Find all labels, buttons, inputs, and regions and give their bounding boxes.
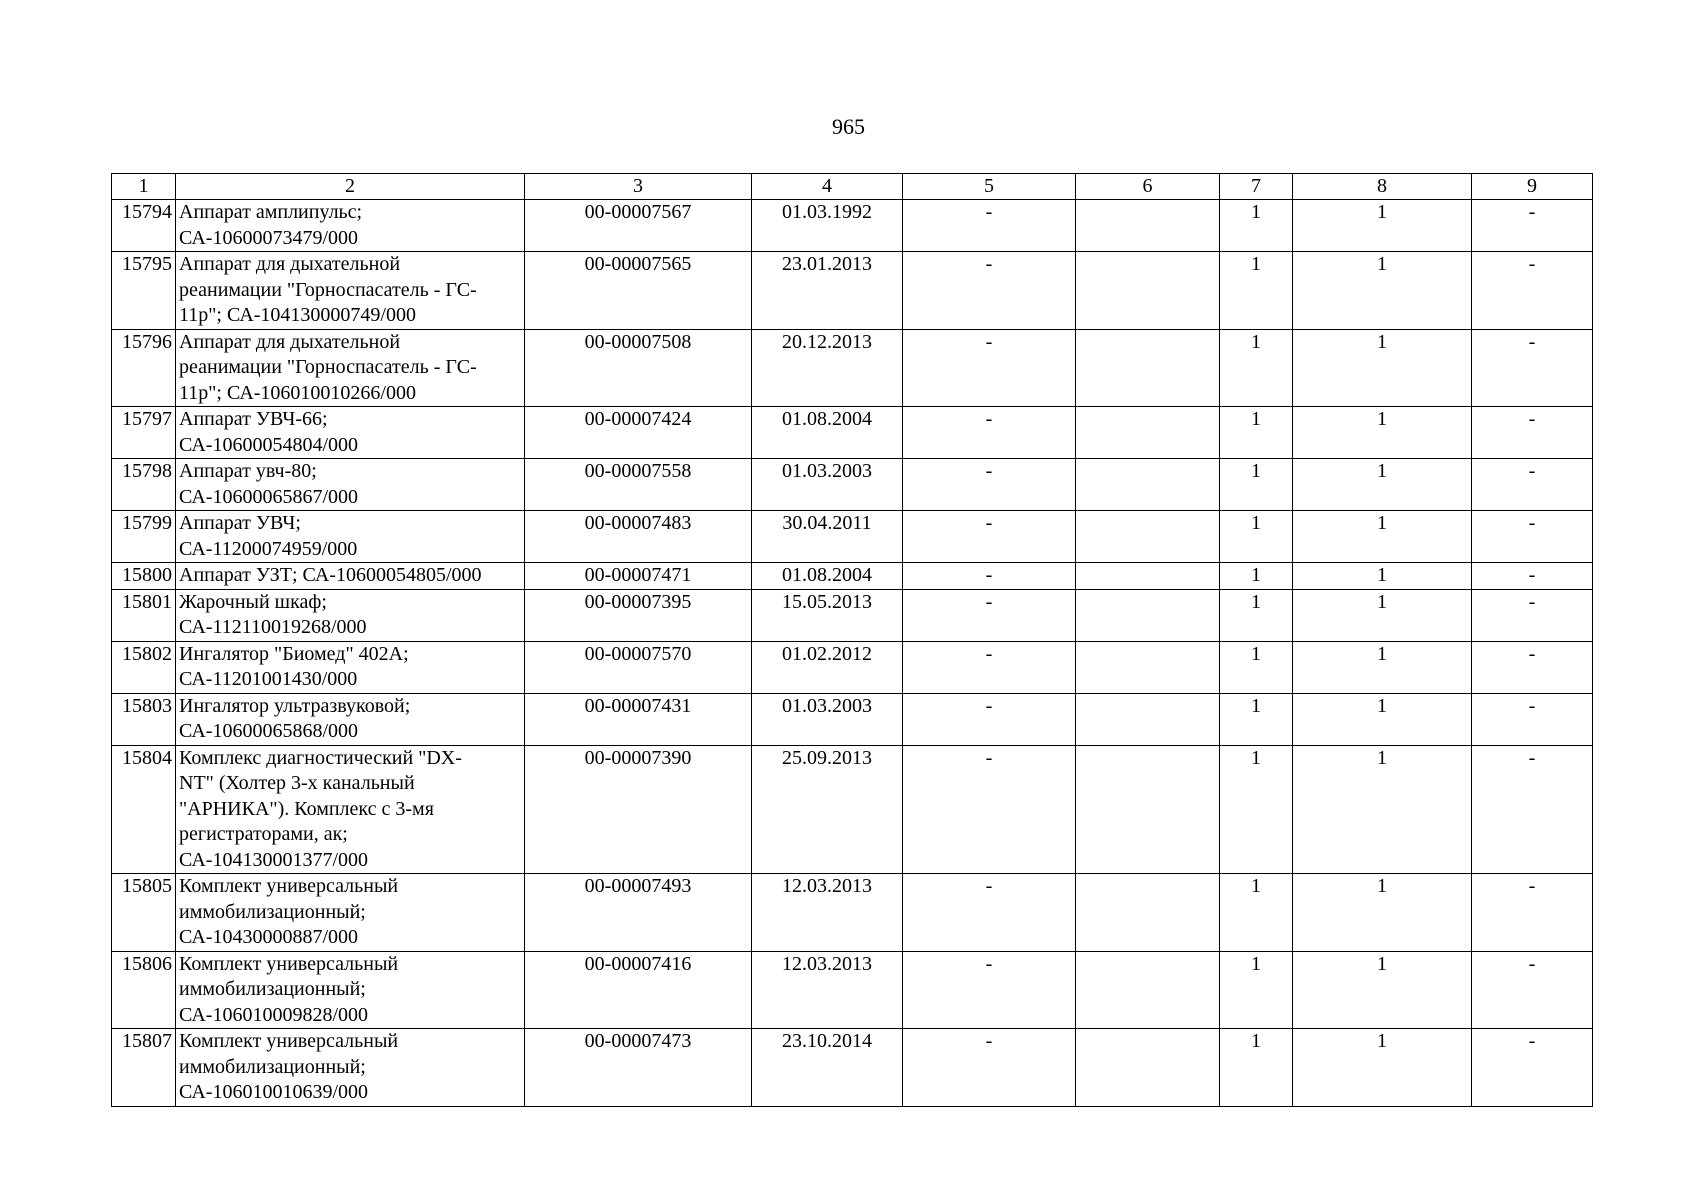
- table-row: [112, 459, 1593, 511]
- col7-cell: 1: [1220, 459, 1293, 511]
- col6-cell: [1076, 252, 1220, 330]
- column-header: 5: [903, 174, 1076, 200]
- inventory-code: 00-00007558: [525, 459, 752, 511]
- table-row: [112, 329, 1593, 407]
- col8-cell: 1: [1293, 693, 1472, 745]
- col5-cell: -: [903, 874, 1076, 952]
- page-number: 965: [832, 114, 865, 139]
- inventory-code: 00-00007473: [525, 1029, 752, 1107]
- date-cell: 01.03.2003: [752, 693, 903, 745]
- table-row: [112, 641, 1593, 693]
- item-name: Комплект универсальный иммобилизационный; СА-10430000887/000: [176, 874, 525, 952]
- col6-cell: [1076, 745, 1220, 874]
- inventory-code: 00-00007565: [525, 252, 752, 330]
- column-header: 6: [1076, 174, 1220, 200]
- date-cell: 01.02.2012: [752, 641, 903, 693]
- col7-cell: 1: [1220, 951, 1293, 1029]
- inventory-code: 00-00007471: [525, 563, 752, 590]
- inventory-code: 00-00007493: [525, 874, 752, 952]
- date-cell: 30.04.2011: [752, 511, 903, 563]
- inventory-code: 00-00007431: [525, 693, 752, 745]
- item-name: Комплекс диагностический "DX- NT" (Холтер 3-х канальный "АРНИКА"). Комплекс с 3-мя регистраторами, ак; СА-104130001377/000: [176, 745, 525, 874]
- inventory-code: 00-00007567: [525, 200, 752, 252]
- col8-cell: 1: [1293, 329, 1472, 407]
- table-row: [112, 951, 1593, 1029]
- col6-cell: [1076, 511, 1220, 563]
- col6-cell: [1076, 641, 1220, 693]
- table-row: [112, 407, 1593, 459]
- item-name: Аппарат увч-80; СА-10600065867/000: [176, 459, 525, 511]
- col9-cell: -: [1472, 459, 1593, 511]
- col5-cell: -: [903, 951, 1076, 1029]
- col9-cell: -: [1472, 511, 1593, 563]
- header-row: [112, 174, 1593, 200]
- col8-cell: 1: [1293, 641, 1472, 693]
- col8-cell: 1: [1293, 459, 1472, 511]
- col5-cell: -: [903, 200, 1076, 252]
- inventory-table: [111, 173, 1593, 1107]
- table-row: [112, 200, 1593, 252]
- date-cell: 01.08.2004: [752, 563, 903, 590]
- row-number: 15795: [112, 252, 176, 330]
- item-name: Аппарат УЗТ; СА-10600054805/000: [176, 563, 525, 590]
- item-name: Аппарат для дыхательной реанимации "Горноспасатель - ГС- 11р"; СА-104130000749/000: [176, 252, 525, 330]
- row-number: 15797: [112, 407, 176, 459]
- table-row: [112, 874, 1593, 952]
- table-row: [112, 589, 1593, 641]
- table-row: [112, 693, 1593, 745]
- col6-cell: [1076, 459, 1220, 511]
- col9-cell: -: [1472, 589, 1593, 641]
- row-number: 15799: [112, 511, 176, 563]
- inventory-code: 00-00007570: [525, 641, 752, 693]
- date-cell: 12.03.2013: [752, 951, 903, 1029]
- col9-cell: -: [1472, 329, 1593, 407]
- table-body: [112, 200, 1593, 1107]
- date-cell: 12.03.2013: [752, 874, 903, 952]
- col5-cell: -: [903, 407, 1076, 459]
- col5-cell: -: [903, 329, 1076, 407]
- col5-cell: -: [903, 693, 1076, 745]
- table-header: [112, 174, 1593, 200]
- row-number: 15798: [112, 459, 176, 511]
- row-number: 15802: [112, 641, 176, 693]
- col7-cell: 1: [1220, 200, 1293, 252]
- date-cell: 23.01.2013: [752, 252, 903, 330]
- col6-cell: [1076, 563, 1220, 590]
- col7-cell: 1: [1220, 874, 1293, 952]
- column-header: 7: [1220, 174, 1293, 200]
- col6-cell: [1076, 951, 1220, 1029]
- col8-cell: 1: [1293, 745, 1472, 874]
- col7-cell: 1: [1220, 1029, 1293, 1107]
- date-cell: 25.09.2013: [752, 745, 903, 874]
- date-cell: 20.12.2013: [752, 329, 903, 407]
- inventory-code: 00-00007390: [525, 745, 752, 874]
- col8-cell: 1: [1293, 951, 1472, 1029]
- col9-cell: -: [1472, 1029, 1593, 1107]
- column-header: 4: [752, 174, 903, 200]
- inventory-code: 00-00007483: [525, 511, 752, 563]
- col6-cell: [1076, 329, 1220, 407]
- item-name: Ингалятор "Биомед" 402А; СА-11201001430/000: [176, 641, 525, 693]
- date-cell: 01.08.2004: [752, 407, 903, 459]
- col6-cell: [1076, 874, 1220, 952]
- date-cell: 01.03.1992: [752, 200, 903, 252]
- column-header: 8: [1293, 174, 1472, 200]
- row-number: 15807: [112, 1029, 176, 1107]
- col8-cell: 1: [1293, 589, 1472, 641]
- col9-cell: -: [1472, 200, 1593, 252]
- col6-cell: [1076, 407, 1220, 459]
- col8-cell: 1: [1293, 511, 1472, 563]
- table-row: [112, 511, 1593, 563]
- col8-cell: 1: [1293, 874, 1472, 952]
- col7-cell: 1: [1220, 745, 1293, 874]
- item-name: Комплект универсальный иммобилизационный; СА-106010010639/000: [176, 1029, 525, 1107]
- col5-cell: -: [903, 252, 1076, 330]
- col7-cell: 1: [1220, 407, 1293, 459]
- row-number: 15794: [112, 200, 176, 252]
- column-header: 2: [176, 174, 525, 200]
- table-row: [112, 563, 1593, 590]
- col5-cell: -: [903, 511, 1076, 563]
- col8-cell: 1: [1293, 563, 1472, 590]
- col5-cell: -: [903, 641, 1076, 693]
- row-number: 15800: [112, 563, 176, 590]
- col6-cell: [1076, 1029, 1220, 1107]
- table-row: [112, 745, 1593, 874]
- col7-cell: 1: [1220, 511, 1293, 563]
- col9-cell: -: [1472, 745, 1593, 874]
- col9-cell: -: [1472, 874, 1593, 952]
- date-cell: 15.05.2013: [752, 589, 903, 641]
- row-number: 15796: [112, 329, 176, 407]
- item-name: Аппарат УВЧ; СА-11200074959/000: [176, 511, 525, 563]
- col6-cell: [1076, 200, 1220, 252]
- inventory-code: 00-00007424: [525, 407, 752, 459]
- col7-cell: 1: [1220, 252, 1293, 330]
- col5-cell: -: [903, 589, 1076, 641]
- item-name: Аппарат амплипульс; СА-10600073479/000: [176, 200, 525, 252]
- row-number: 15801: [112, 589, 176, 641]
- inventory-code: 00-00007416: [525, 951, 752, 1029]
- col7-cell: 1: [1220, 329, 1293, 407]
- table-row: [112, 1029, 1593, 1107]
- table-row: [112, 252, 1593, 330]
- col5-cell: -: [903, 563, 1076, 590]
- col9-cell: -: [1472, 693, 1593, 745]
- col9-cell: -: [1472, 252, 1593, 330]
- col9-cell: -: [1472, 563, 1593, 590]
- col7-cell: 1: [1220, 693, 1293, 745]
- inventory-code: 00-00007395: [525, 589, 752, 641]
- col7-cell: 1: [1220, 563, 1293, 590]
- item-name: Жарочный шкаф; СА-112110019268/000: [176, 589, 525, 641]
- column-header: 3: [525, 174, 752, 200]
- date-cell: 01.03.2003: [752, 459, 903, 511]
- row-number: 15803: [112, 693, 176, 745]
- item-name: Ингалятор ультразвуковой; СА-10600065868/000: [176, 693, 525, 745]
- col9-cell: -: [1472, 951, 1593, 1029]
- col9-cell: -: [1472, 407, 1593, 459]
- col6-cell: [1076, 693, 1220, 745]
- column-header: 1: [112, 174, 176, 200]
- col5-cell: -: [903, 459, 1076, 511]
- inventory-code: 00-00007508: [525, 329, 752, 407]
- col5-cell: -: [903, 745, 1076, 874]
- col8-cell: 1: [1293, 252, 1472, 330]
- col6-cell: [1076, 589, 1220, 641]
- item-name: Комплект универсальный иммобилизационный; СА-106010009828/000: [176, 951, 525, 1029]
- item-name: Аппарат УВЧ-66; СА-10600054804/000: [176, 407, 525, 459]
- col8-cell: 1: [1293, 200, 1472, 252]
- row-number: 15805: [112, 874, 176, 952]
- col7-cell: 1: [1220, 589, 1293, 641]
- col7-cell: 1: [1220, 641, 1293, 693]
- col9-cell: -: [1472, 641, 1593, 693]
- item-name: Аппарат для дыхательной реанимации "Горноспасатель - ГС- 11р"; СА-106010010266/000: [176, 329, 525, 407]
- column-header: 9: [1472, 174, 1593, 200]
- row-number: 15804: [112, 745, 176, 874]
- col5-cell: -: [903, 1029, 1076, 1107]
- col8-cell: 1: [1293, 1029, 1472, 1107]
- row-number: 15806: [112, 951, 176, 1029]
- col8-cell: 1: [1293, 407, 1472, 459]
- date-cell: 23.10.2014: [752, 1029, 903, 1107]
